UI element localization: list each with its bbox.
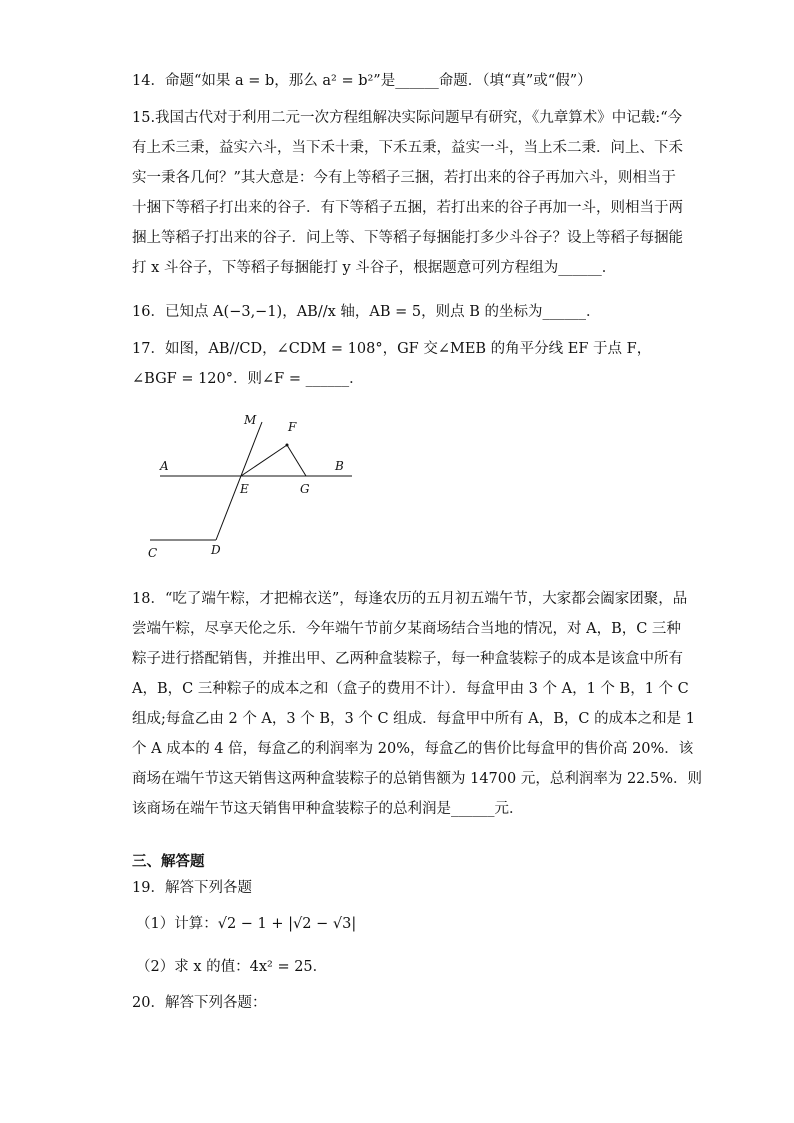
question-17 [132, 334, 668, 394]
q18-line: 18．“吃了端午粽，才把棉衣送”，每逢农历的五月初五端午节，大家都会阖家团聚，品 [132, 591, 688, 607]
q17-line: 17．如图，AB//CD，∠CDM = 108°，GF 交∠MEB 的角平分线 EF 于点 F， [132, 341, 652, 357]
question-15 [132, 103, 683, 283]
q18-line: 组成;每盒乙由 2 个 A，3 个 B，3 个 C 组成．每盒甲中所有 A，B，C 的成本之和是 1 [132, 711, 695, 727]
q18-line: 个 A 成本的 4 倍，每盒乙的利润率为 20%，每盒乙的售价比每盒甲的售价高 20%．该 [132, 741, 694, 757]
line-md [216, 422, 262, 540]
question-19-part-1: （1）计算：√2 − 1 + |√2 − √3| [136, 916, 357, 932]
segment-fg [287, 445, 306, 476]
question-20-title: 20．解答下列各题： [132, 995, 267, 1011]
question-19-part-2: （2）求 x 的值：4x² = 25． [136, 959, 328, 975]
q18-line: 粽子进行搭配销售，并推出甲、乙两种盒装粽子，每一种盒装粽子的成本是该盒中所有 [132, 651, 683, 667]
question-16: 16．已知点 A(−3,−1)，AB//x 轴，AB = 5，则点 B 的坐标为______． [132, 304, 601, 320]
q15-line: 15.我国古代对于利用二元一次方程组解决实际问题早有研究，《九章算术》中记载:“今 [132, 110, 683, 126]
section-title: 三、解答题 [132, 853, 205, 870]
q18-line: 该商场在端午节这天销售甲种盒装粽子的总利润是______元． [132, 801, 524, 817]
question-14: 14．命题“如果 a = b，那么 a² = b²”是______命题．（填“真”或“假”） [132, 73, 592, 89]
q15-line: 有上禾三秉，益实六斗，当下禾十秉，下禾五秉，益实一斗，当上禾二秉．问上、下禾 [132, 140, 683, 156]
q15-line: 捆上等稻子打出来的谷子．问上等、下等稻子每捆能打多少斗谷子？设上等稻子每捆能 [132, 230, 683, 246]
q18-line: 尝端午粽，尽享天伦之乐．今年端午节前夕某商场结合当地的情况，对 A，B，C 三种 [132, 621, 681, 637]
q18-line: A，B，C 三种粽子的成本之和（盒子的费用不计）．每盒甲由 3 个 A，1 个 B，1 个 C [132, 681, 689, 697]
question-18 [132, 584, 703, 824]
label-a: A [160, 459, 169, 473]
point-f [286, 444, 289, 447]
q15-line: 十捆下等稻子打出来的谷子．有下等稻子五捆，若打出来的谷子再加一斗，则相当于两 [132, 200, 683, 216]
q15-line: 实一秉各几何？”其大意是：今有上等稻子三捆，若打出来的谷子再加六斗，则相当于 [132, 170, 676, 186]
label-c: C [148, 546, 158, 560]
q17-line: ∠BGF = 120°．则∠F = ______． [132, 371, 364, 387]
segment-ef [241, 445, 287, 476]
label-g: G [300, 482, 310, 496]
label-m: M [244, 413, 257, 427]
label-b: B [335, 459, 344, 473]
label-f: F [288, 420, 297, 434]
q18-line: 商场在端午节这天销售这两种盒装粽子的总销售额为 14700 元，总利润率为 22.5%．则 [132, 771, 703, 787]
label-d: D [211, 543, 221, 557]
question-19-title: 19．解答下列各题 [132, 880, 252, 896]
geometry-figure [140, 406, 370, 566]
q15-line: 打 x 斗谷子，下等稻子每捆能打 y 斗谷子，根据题意可列方程组为______． [132, 260, 617, 276]
label-e: E [240, 482, 249, 496]
